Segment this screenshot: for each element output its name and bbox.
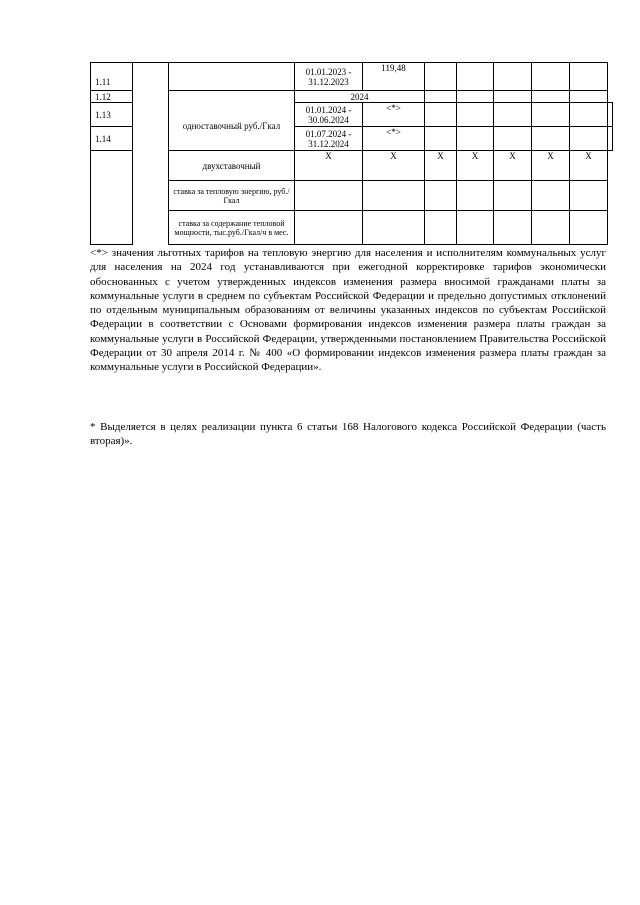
empty-cell — [295, 181, 363, 211]
empty-cell — [91, 151, 133, 245]
empty-cell — [570, 63, 608, 91]
empty-cell — [608, 103, 613, 127]
empty-cell — [457, 63, 494, 91]
empty-cell — [570, 181, 608, 211]
year-cell: 2024 — [295, 91, 425, 103]
empty-cell — [532, 63, 570, 91]
empty-cell — [295, 211, 363, 245]
capacity-rate-label: ставка за содержание тепловой мощности, тыс.руб./Гкал/ч в мес. — [169, 211, 295, 245]
empty-cell — [425, 91, 457, 103]
table-row — [91, 103, 613, 127]
empty-cell — [363, 181, 425, 211]
empty-cell — [457, 103, 494, 127]
empty-cell — [133, 63, 169, 245]
empty-cell — [425, 211, 457, 245]
value-cell: <*> — [363, 103, 425, 127]
empty-cell — [608, 127, 613, 151]
empty-cell — [494, 181, 532, 211]
table-row — [91, 151, 613, 181]
empty-cell — [457, 211, 494, 245]
x-mark: Х — [457, 151, 494, 181]
x-mark: Х — [570, 151, 608, 181]
empty-cell — [457, 127, 494, 151]
empty-cell — [494, 211, 532, 245]
empty-cell — [457, 181, 494, 211]
empty-cell — [425, 181, 457, 211]
period-cell: 01.01.2023 - 31.12.2023 — [295, 63, 363, 91]
empty-cell — [457, 91, 494, 103]
empty-cell — [494, 63, 532, 91]
x-mark: Х — [494, 151, 532, 181]
empty-cell — [532, 211, 570, 245]
energy-rate-label: ставка за тепловую энергию, руб./Гкал — [169, 181, 295, 211]
x-mark: Х — [295, 151, 363, 181]
table-row — [91, 181, 613, 211]
period-cell: 01.01.2024 - 30.06.2024 — [295, 103, 363, 127]
empty-cell — [570, 91, 608, 103]
empty-cell — [169, 91, 295, 103]
x-mark: Х — [425, 151, 457, 181]
empty-cell — [532, 127, 570, 151]
empty-cell — [425, 127, 457, 151]
single-rate-label: одноставочный руб./Гкал — [169, 103, 295, 151]
empty-cell — [532, 103, 570, 127]
footnote-paragraph: <*> значения льготных тарифов на тепловую энергию для населения и исполнителям коммунальных услуг для населения на 2024 год устанавливаются при ежегодной корректировке тарифов экономически обоснованных с учетом утвержденных индексов изменения размера вносимой гражданами платы за коммунальные услуги в среднем по субъектам Российской Федерации и предельно допустимых отклонений по отдельным муниципальным образованиям от величины указанных индексов по субъектам Российской Федерации в соответствии с Основами формирования индексов изменения размера платы граждан за коммунальные услуги в Российской Федерации, утвержденными постановлением Правительства Российской Федерации от 30 апреля 2014 г. № 400 «О формировании индексов изменения размера платы граждан за коммунальные услуги в Российской Федерации». — [90, 247, 606, 374]
empty-cell — [570, 103, 608, 127]
empty-cell — [570, 211, 608, 245]
row-number: 1.11 — [91, 63, 133, 91]
table-row — [91, 63, 613, 91]
empty-cell — [532, 181, 570, 211]
row-number: 1.13 — [91, 103, 133, 127]
two-part-label: двухставочный — [169, 151, 295, 181]
value-cell: <*> — [363, 127, 425, 151]
table-row — [91, 211, 613, 245]
empty-cell — [494, 127, 532, 151]
empty-cell — [532, 91, 570, 103]
x-mark: Х — [363, 151, 425, 181]
period-cell: 01.07.2024 - 31.12.2024 — [295, 127, 363, 151]
empty-cell — [494, 91, 532, 103]
table-row — [91, 91, 613, 103]
empty-cell — [494, 103, 532, 127]
empty-cell — [570, 127, 608, 151]
row-number: 1.12 — [91, 91, 133, 103]
empty-cell — [425, 63, 457, 91]
row-number: 1.14 — [91, 127, 133, 151]
empty-cell — [169, 63, 295, 91]
empty-cell — [425, 103, 457, 127]
asterisk-note-paragraph: * Выделяется в целях реализации пункта 6 статьи 168 Налогового кодекса Российской Федерации (часть вторая)». — [90, 421, 606, 448]
x-mark: Х — [532, 151, 570, 181]
empty-cell — [363, 211, 425, 245]
value-cell: 119,48 — [363, 63, 425, 91]
tariff-table — [90, 62, 613, 245]
